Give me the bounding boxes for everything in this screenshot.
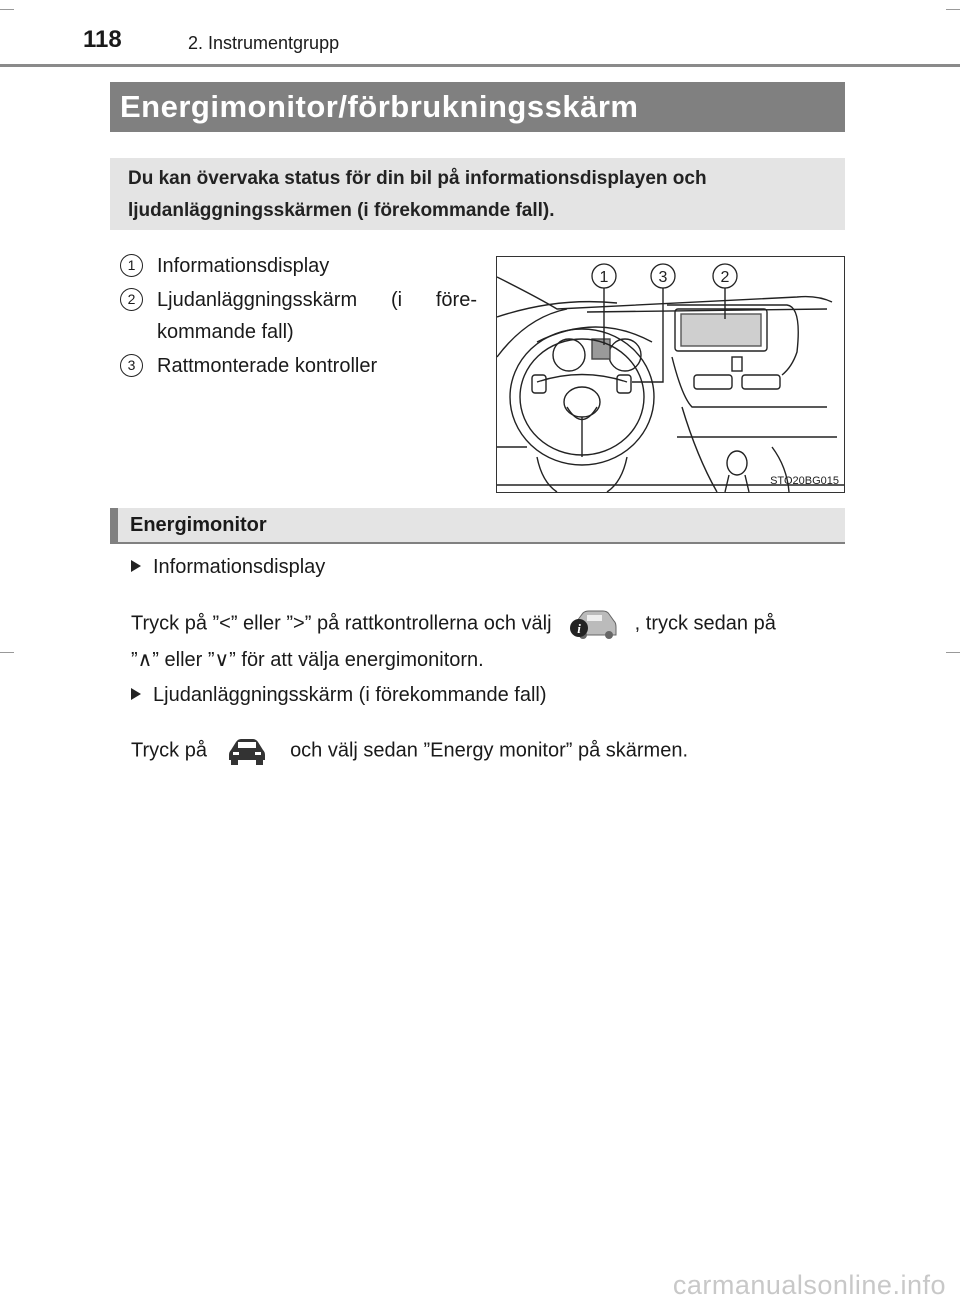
list-item-label: Rattmonterade kontroller — [157, 355, 378, 377]
triangle-bullet-icon — [131, 560, 141, 572]
number-badge: 2 — [120, 288, 143, 311]
dashboard-illustration — [496, 256, 845, 493]
figure-code: STO20BG015 — [770, 475, 839, 487]
triangle-bullet-icon — [131, 688, 141, 700]
instruction-line — [131, 607, 776, 641]
bullet-item — [131, 553, 325, 581]
callout-number: 2 — [720, 269, 730, 286]
bullet-label: Ljudanläggningsskärm (i förekommande fall) — [153, 684, 547, 706]
instruction-text: Tryck på ”<” eller ”>” på rattkontrollerna och välj — [131, 612, 552, 635]
instruction-line — [131, 736, 688, 766]
number-badge: 1 — [120, 254, 143, 277]
intro-text: Du kan övervaka status för din bil på informationsdisplayen och ljudanläggningsskärmen (i förekommande fall). — [110, 158, 845, 230]
bullet-item — [131, 681, 547, 709]
chapter-title: 2. Instrumentgrupp — [188, 33, 340, 53]
car-info-icon — [569, 607, 617, 641]
instruction-text: Tryck på — [131, 739, 207, 762]
bullet-label: Informationsdisplay — [153, 556, 326, 578]
callout-number: 3 — [658, 269, 668, 286]
svg-text:i: i — [577, 621, 581, 636]
car-icon — [227, 736, 267, 766]
crop-mark — [0, 652, 14, 653]
list-item-label: Ljudanläggningsskärm (i före- — [157, 289, 477, 311]
crop-mark — [0, 9, 14, 10]
crop-mark — [946, 652, 960, 653]
page-number: 118 — [83, 26, 122, 53]
instruction-text: ”∧” eller ”∨” för att välja energimonitorn. — [131, 649, 484, 671]
list-item-label: kommande fall) — [157, 321, 294, 343]
instruction-text: , tryck sedan på — [634, 612, 776, 635]
crop-mark — [946, 9, 960, 10]
list-item-label: Informationsdisplay — [157, 255, 330, 277]
dashboard-drawing — [497, 257, 844, 492]
callout-number: 1 — [599, 269, 609, 286]
number-badge: 3 — [120, 354, 143, 377]
list-item — [120, 284, 475, 348]
instruction-text: och välj sedan ”Energy monitor” på skärmen. — [290, 739, 689, 762]
page-title: Energimonitor/förbrukningsskärm — [110, 82, 845, 132]
header-rule — [0, 64, 960, 67]
section-heading: Energimonitor — [110, 508, 845, 544]
watermark: carmanualsonline.info — [672, 1270, 946, 1300]
